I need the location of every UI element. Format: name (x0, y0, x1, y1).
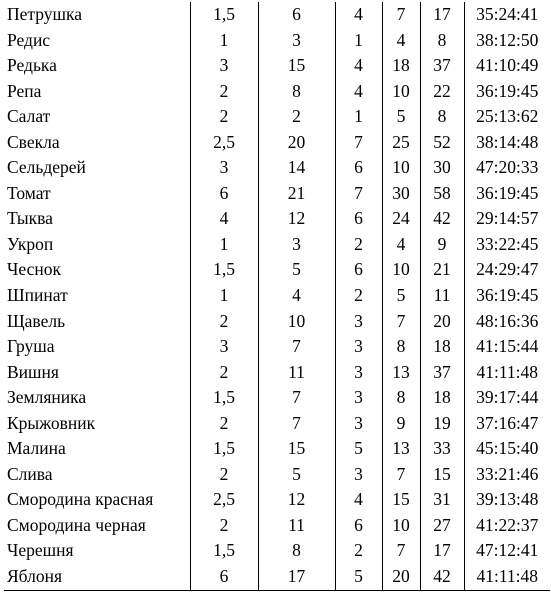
table-cell-value: 17 (420, 538, 464, 564)
table-cell-value: 5 (335, 436, 382, 462)
table-cell-value: 20 (420, 309, 464, 335)
table-cell-name: Черешня (7, 540, 74, 561)
table-cell-value: 3 (258, 28, 335, 54)
table-cell-value: 36:19:45 (464, 79, 550, 105)
table-cell-value: 2 (190, 411, 258, 437)
table-cell-value: 37:16:47 (464, 411, 550, 437)
table-cell-value: 39:17:44 (464, 385, 550, 411)
table-cell-value: 5 (382, 104, 420, 130)
table-cell-value: 18 (420, 334, 464, 360)
table-cell-value: 1,5 (190, 2, 258, 28)
table-row (4, 462, 550, 488)
table-row (4, 53, 550, 79)
table-cell-value: 7 (335, 181, 382, 207)
table-cell-value: 4 (258, 283, 335, 309)
table-cell-value: 24:29:47 (464, 257, 550, 283)
table-row (4, 385, 550, 411)
table-cell-name: Репа (7, 80, 42, 101)
table-cell-name: Петрушка (7, 4, 83, 24)
table-cell-value: 39:13:48 (464, 487, 550, 513)
table-cell-value: 15 (258, 436, 335, 462)
table-cell-value: 41:15:44 (464, 334, 550, 360)
table-cell-value: 47:12:41 (464, 538, 550, 564)
table-cell-name: Салат (7, 106, 51, 127)
table-cell-name: Редька (7, 55, 57, 76)
table-cell-value: 8 (258, 538, 335, 564)
table-cell-value: 4 (335, 487, 382, 513)
table-row (4, 155, 550, 181)
table-cell-value: 15 (258, 53, 335, 79)
table-cell-value: 17 (420, 2, 464, 28)
table-cell-value: 10 (258, 309, 335, 335)
table-cell-value: 11 (420, 283, 464, 309)
table-cell-value: 5 (335, 564, 382, 590)
table-cell-value: 6 (190, 181, 258, 207)
table-cell-value: 22 (420, 79, 464, 105)
table-cell-value: 7 (382, 538, 420, 564)
table-cell-value: 3 (335, 385, 382, 411)
table-cell-value: 6 (335, 257, 382, 283)
table-cell-value: 10 (382, 79, 420, 105)
table-cell-value: 2 (335, 283, 382, 309)
table-cell-value: 7 (258, 411, 335, 437)
table-cell-value: 6 (335, 206, 382, 232)
table-cell-name: Смородина черная (7, 514, 146, 535)
table-cell-name: Вишня (7, 361, 59, 382)
table-cell-value: 4 (382, 28, 420, 54)
table-cell-value: 1 (190, 232, 258, 258)
table-cell-value: 10 (382, 257, 420, 283)
table-cell-value: 41:11:48 (464, 564, 550, 590)
table-cell-value: 8 (420, 28, 464, 54)
table-cell-value: 8 (258, 79, 335, 105)
table-cell-value: 1 (190, 283, 258, 309)
table-cell-value: 6 (190, 564, 258, 590)
table-cell-value: 7 (258, 334, 335, 360)
table-cell-value: 45:15:40 (464, 436, 550, 462)
table-row (4, 181, 550, 207)
table-cell-value: 35:24:41 (464, 2, 550, 28)
table-cell-value: 4 (335, 79, 382, 105)
table-cell-value: 4 (335, 2, 382, 28)
table-cell-value: 58 (420, 181, 464, 207)
table-cell-value: 3 (190, 334, 258, 360)
table-cell-value: 9 (420, 232, 464, 258)
table-cell-value: 37 (420, 53, 464, 79)
table-cell-value: 3 (335, 462, 382, 488)
table-cell-value: 12 (258, 487, 335, 513)
table-cell-value: 41:11:48 (464, 360, 550, 386)
table-cell-value: 25 (382, 130, 420, 156)
table-cell-value: 21 (258, 181, 335, 207)
table-cell-value: 7 (335, 130, 382, 156)
table-cell-value: 33:21:46 (464, 462, 550, 488)
table-cell-name: Смородина красная (7, 489, 154, 510)
table-cell-name: Редис (7, 29, 51, 50)
table-cell-value: 7 (382, 462, 420, 488)
table-cell-value: 38:12:50 (464, 28, 550, 54)
table-cell-value: 21 (420, 257, 464, 283)
table-cell-value: 7 (382, 2, 420, 28)
table-cell-name: Слива (7, 463, 53, 484)
table-cell-value: 2 (190, 309, 258, 335)
table-row (4, 564, 550, 590)
table-cell-value: 18 (382, 53, 420, 79)
table-cell-value: 7 (258, 385, 335, 411)
table-row (4, 487, 550, 513)
table-cell-name: Крыжовник (7, 412, 96, 433)
table-cell-value: 2 (258, 104, 335, 130)
table-cell-value: 42 (420, 564, 464, 590)
table-cell-value: 33:22:45 (464, 232, 550, 258)
table-cell-value: 1,5 (190, 385, 258, 411)
table-cell-value: 1,5 (190, 538, 258, 564)
table-row (4, 130, 550, 156)
table-cell-name: Сельдерей (7, 157, 86, 178)
table-cell-value: 14 (258, 155, 335, 181)
table-cell-name: Укроп (7, 233, 54, 254)
table-cell-value: 9 (382, 411, 420, 437)
table-cell-value: 20 (258, 130, 335, 156)
table-cell-value: 5 (258, 462, 335, 488)
table-row (4, 232, 550, 258)
table-row (4, 334, 550, 360)
table-cell-value: 11 (258, 513, 335, 539)
table-cell-value: 1,5 (190, 257, 258, 283)
table-cell-value: 6 (335, 513, 382, 539)
table-row (4, 283, 550, 309)
table-cell-name: Шпинат (7, 285, 68, 306)
table-cell-value: 3 (258, 232, 335, 258)
table-cell-value: 3 (335, 334, 382, 360)
table-cell-value: 3 (190, 155, 258, 181)
table-cell-value: 4 (190, 206, 258, 232)
table-cell-value: 2,5 (190, 487, 258, 513)
table-cell-value: 24 (382, 206, 420, 232)
table-cell-value: 1,5 (190, 436, 258, 462)
table-cell-value: 13 (382, 360, 420, 386)
table-cell-value: 13 (382, 436, 420, 462)
table-cell-value: 27 (420, 513, 464, 539)
table-cell-value: 36:19:45 (464, 181, 550, 207)
table-cell-name: Тыква (7, 208, 53, 229)
table-cell-value: 2,5 (190, 130, 258, 156)
table-cell-value: 41:22:37 (464, 513, 550, 539)
table-cell-value: 48:16:36 (464, 309, 550, 335)
table-cell-value: 2 (335, 538, 382, 564)
data-table (4, 2, 550, 591)
table-cell-value: 18 (420, 385, 464, 411)
table-cell-value: 33 (420, 436, 464, 462)
table-body (4, 2, 550, 590)
table-row (4, 104, 550, 130)
table-cell-value: 7 (382, 309, 420, 335)
table-cell-value: 1 (190, 28, 258, 54)
table-row (4, 257, 550, 283)
table-cell-value: 10 (382, 513, 420, 539)
table-cell-value: 2 (190, 462, 258, 488)
table-cell-value: 31 (420, 487, 464, 513)
table-cell-name: Щавель (7, 310, 66, 331)
table-cell-value: 6 (258, 2, 335, 28)
table-cell-value: 52 (420, 130, 464, 156)
table-cell-value: 38:14:48 (464, 130, 550, 156)
table-cell-name: Груша (7, 336, 55, 357)
table-cell-value: 2 (190, 360, 258, 386)
table-cell-value: 6 (335, 155, 382, 181)
table-row (4, 2, 550, 28)
table-cell-value: 12 (258, 206, 335, 232)
table-cell-value: 5 (382, 283, 420, 309)
table-cell-value: 17 (258, 564, 335, 590)
table-row (4, 309, 550, 335)
table-cell-value: 4 (335, 53, 382, 79)
table-cell-value: 30 (420, 155, 464, 181)
table-row (4, 79, 550, 105)
table-cell-name: Томат (7, 182, 51, 203)
table-cell-value: 15 (420, 462, 464, 488)
table-cell-value: 1 (335, 104, 382, 130)
table-cell-name: Чеснок (7, 259, 61, 280)
table-cell-name: Малина (7, 438, 66, 459)
table-row (4, 28, 550, 54)
table-cell-value: 42 (420, 206, 464, 232)
table-cell-value: 47:20:33 (464, 155, 550, 181)
table-cell-value: 4 (382, 232, 420, 258)
table-cell-value: 25:13:62 (464, 104, 550, 130)
table-row (4, 411, 550, 437)
table-cell-value: 36:19:45 (464, 283, 550, 309)
table-cell-value: 37 (420, 360, 464, 386)
table-row (4, 436, 550, 462)
table-cell-value: 41:10:49 (464, 53, 550, 79)
table-row (4, 513, 550, 539)
table-cell-value: 8 (382, 385, 420, 411)
table-cell-value: 8 (420, 104, 464, 130)
table-cell-value: 15 (382, 487, 420, 513)
table-cell-value: 5 (258, 257, 335, 283)
table-cell-value: 30 (382, 181, 420, 207)
table-cell-value: 2 (190, 79, 258, 105)
table-cell-value: 2 (190, 513, 258, 539)
table-cell-value: 3 (335, 309, 382, 335)
table-cell-value: 1 (335, 28, 382, 54)
table-cell-value: 29:14:57 (464, 206, 550, 232)
table-cell-name: Свекла (7, 131, 60, 152)
table-cell-value: 20 (382, 564, 420, 590)
table-cell-value: 2 (335, 232, 382, 258)
table-cell-name: Яблоня (4, 564, 190, 590)
table-cell-value: 10 (382, 155, 420, 181)
table-cell-value: 3 (190, 53, 258, 79)
table-cell-value: 8 (382, 334, 420, 360)
table-cell-value: 2 (190, 104, 258, 130)
table-row (4, 538, 550, 564)
table-row (4, 360, 550, 386)
table-row (4, 206, 550, 232)
table-cell-value: 19 (420, 411, 464, 437)
table-cell-value: 3 (335, 411, 382, 437)
table-cell-name: Земляника (7, 387, 87, 408)
table-cell-value: 11 (258, 360, 335, 386)
table-cell-value: 3 (335, 360, 382, 386)
